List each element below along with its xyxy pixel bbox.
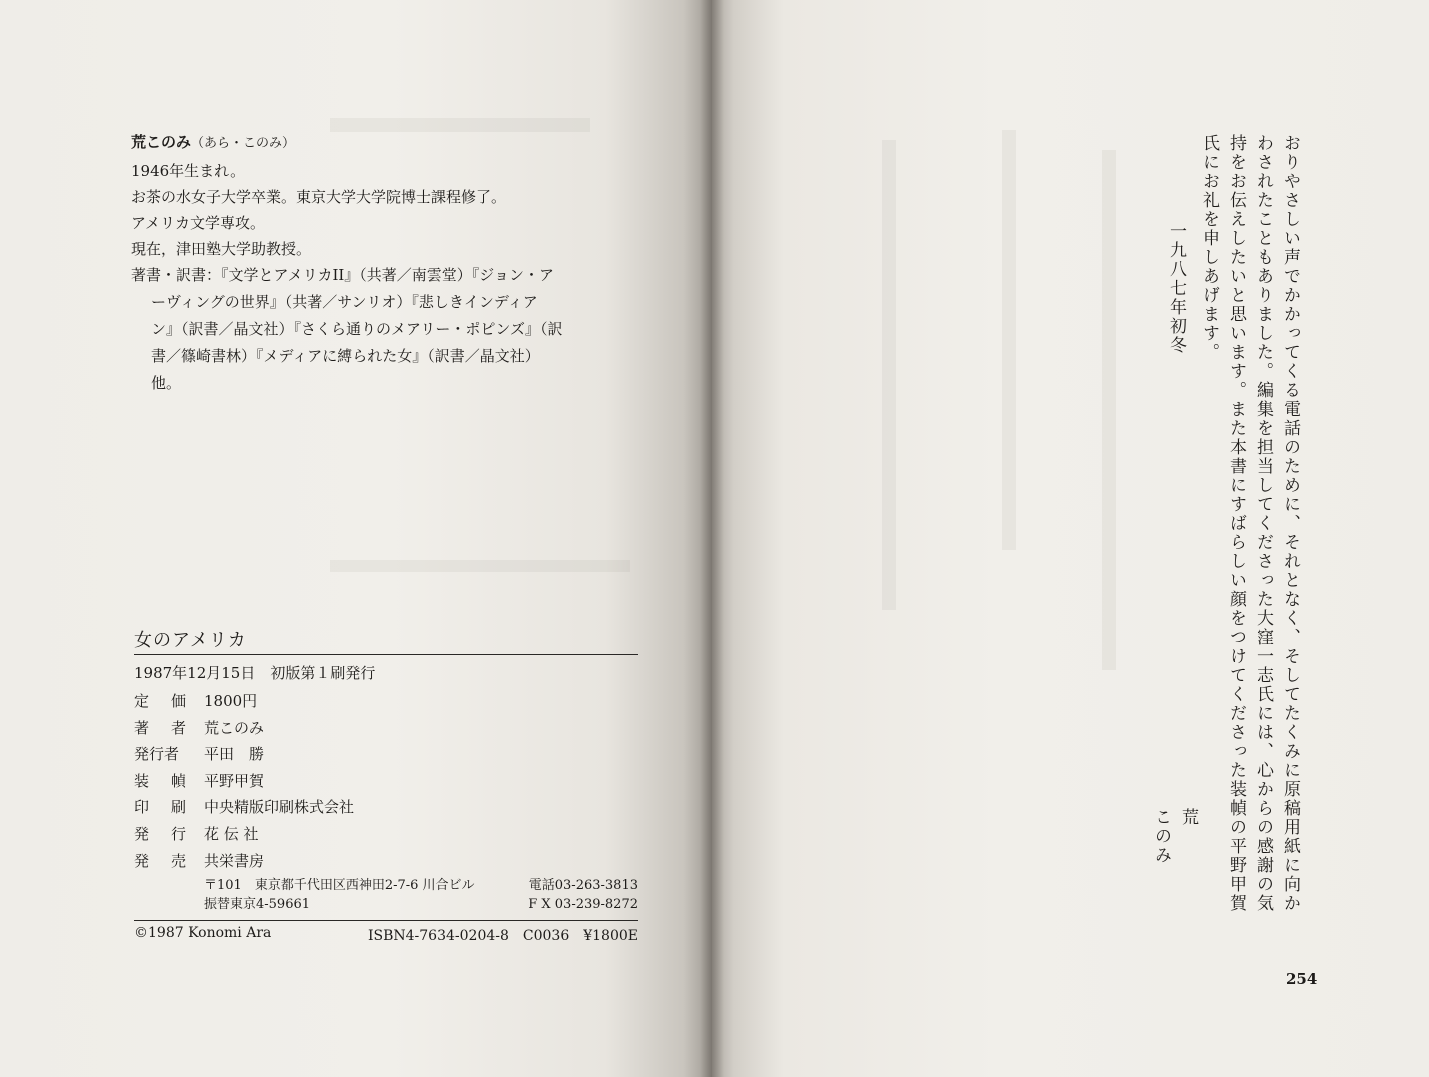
address: 〒101 東京都千代田区西神田2-7-6 川合ビル [204, 878, 475, 894]
colophon [134, 626, 638, 945]
distributor-value: 共栄書房 [204, 851, 265, 870]
label-char: 著 [134, 718, 150, 737]
divider [134, 920, 638, 921]
label-char: 印 [134, 798, 150, 817]
afterword-signature [1147, 808, 1201, 865]
bio-education: お茶の水女子大学卒業。東京大学大学院博士課程修了。 [131, 188, 507, 206]
signature-given-name: このみ [1151, 808, 1171, 865]
author-name-reading: （あら・このみ） [191, 136, 296, 151]
label-char: 売 [170, 851, 186, 870]
row-label: 発行者 [134, 745, 180, 764]
colophon-row [134, 688, 638, 715]
rights-row [134, 925, 638, 945]
left-page [0, 0, 712, 1077]
publication-date: 1987年12月15日 初版第１刷発行 [134, 664, 376, 682]
telephone: 電話03-263-3813 [528, 878, 638, 894]
colophon-row [134, 794, 638, 821]
label-char: 定 [134, 692, 150, 710]
author-name: 荒このみ [131, 133, 192, 151]
show-through [1102, 150, 1116, 670]
row-label [134, 688, 204, 715]
colophon-row [134, 741, 638, 768]
fax: F X 03-239-8272 [528, 897, 638, 913]
label-char: 幀 [170, 771, 186, 790]
colophon-row [134, 821, 638, 848]
book-gutter [700, 0, 724, 1077]
show-through [330, 560, 630, 572]
address-row [204, 895, 638, 914]
label-char: 価 [170, 692, 186, 710]
bio-major: アメリカ文学専攻。 [131, 214, 265, 232]
row-label [134, 821, 204, 848]
show-through [882, 140, 896, 610]
works-line: ーヴィングの世界』（共著／サンリオ）『悲しきインディア [151, 293, 538, 311]
divider [134, 654, 638, 655]
copyright: ©1987 Konomi Ara [134, 925, 272, 942]
bio-works [131, 262, 636, 397]
show-through [330, 118, 590, 132]
author-value: 荒このみ [204, 718, 265, 737]
bio-current-position: 現在，津田塾大学助教授。 [131, 240, 312, 258]
label-char: 装 [134, 771, 150, 790]
author-bio [131, 132, 641, 397]
label-char: 刷 [170, 798, 186, 817]
designer-value: 平野甲賀 [204, 771, 265, 790]
row-label [134, 848, 204, 875]
author-name-line [131, 132, 641, 158]
publisher-address [134, 876, 638, 914]
colophon-row [134, 768, 638, 795]
signature-surname: 荒 [1178, 808, 1198, 827]
bio-birth: 1946年生まれ。 [131, 162, 246, 180]
show-through [1002, 130, 1016, 550]
price-value: 1800円 [204, 692, 258, 710]
isbn: ISBN4-7634-0204-8 C0036 ¥1800E [367, 928, 638, 945]
page-number: 254 [1286, 970, 1318, 988]
row-label [134, 768, 204, 795]
works-line: 他。 [151, 374, 182, 392]
row-label [134, 794, 204, 821]
works-line: 書／篠崎書林）『メディアに縛られた女』（訳書／晶文社） [151, 347, 540, 365]
colophon-row [134, 715, 638, 742]
printer-value: 中央精版印刷株式会社 [204, 798, 355, 817]
label-char: 発 [134, 851, 150, 870]
label-char: 発 [134, 824, 150, 843]
postal-transfer: 振替東京4-59661 [204, 897, 311, 913]
address-row [204, 876, 638, 895]
book-title: 女のアメリカ [134, 630, 247, 651]
right-page [712, 0, 1429, 1077]
afterword-text: おりやさしい声でかかってくる電話のために、それとなく、そしてたくみに原稿用紙に向かわされたこともありました。編集を担当してくださった大窪一志氏には、心からの感謝の気持をお伝えしたいと思います。また本書にすばらしい顔をつけてくださった装幀の平野甲賀氏にお礼を申しあげます。 [1199, 134, 1300, 913]
works-line: ン』（訳書／晶文社）『さくら通りのメアリー・ポピンズ』（訳 [151, 320, 563, 338]
publisher-person-value: 平田 勝 [204, 745, 265, 764]
label-char: 者 [170, 718, 186, 737]
afterword-date: 一九八七年初冬 [1166, 222, 1186, 355]
works-line: 著書・訳書：『文学とアメリカII』（共著／南雲堂）『ジョン・ア [131, 266, 555, 284]
row-label [134, 715, 204, 742]
label-char: 行 [170, 824, 186, 843]
colophon-row [134, 848, 638, 875]
issuer-value: 花 伝 社 [204, 824, 259, 843]
